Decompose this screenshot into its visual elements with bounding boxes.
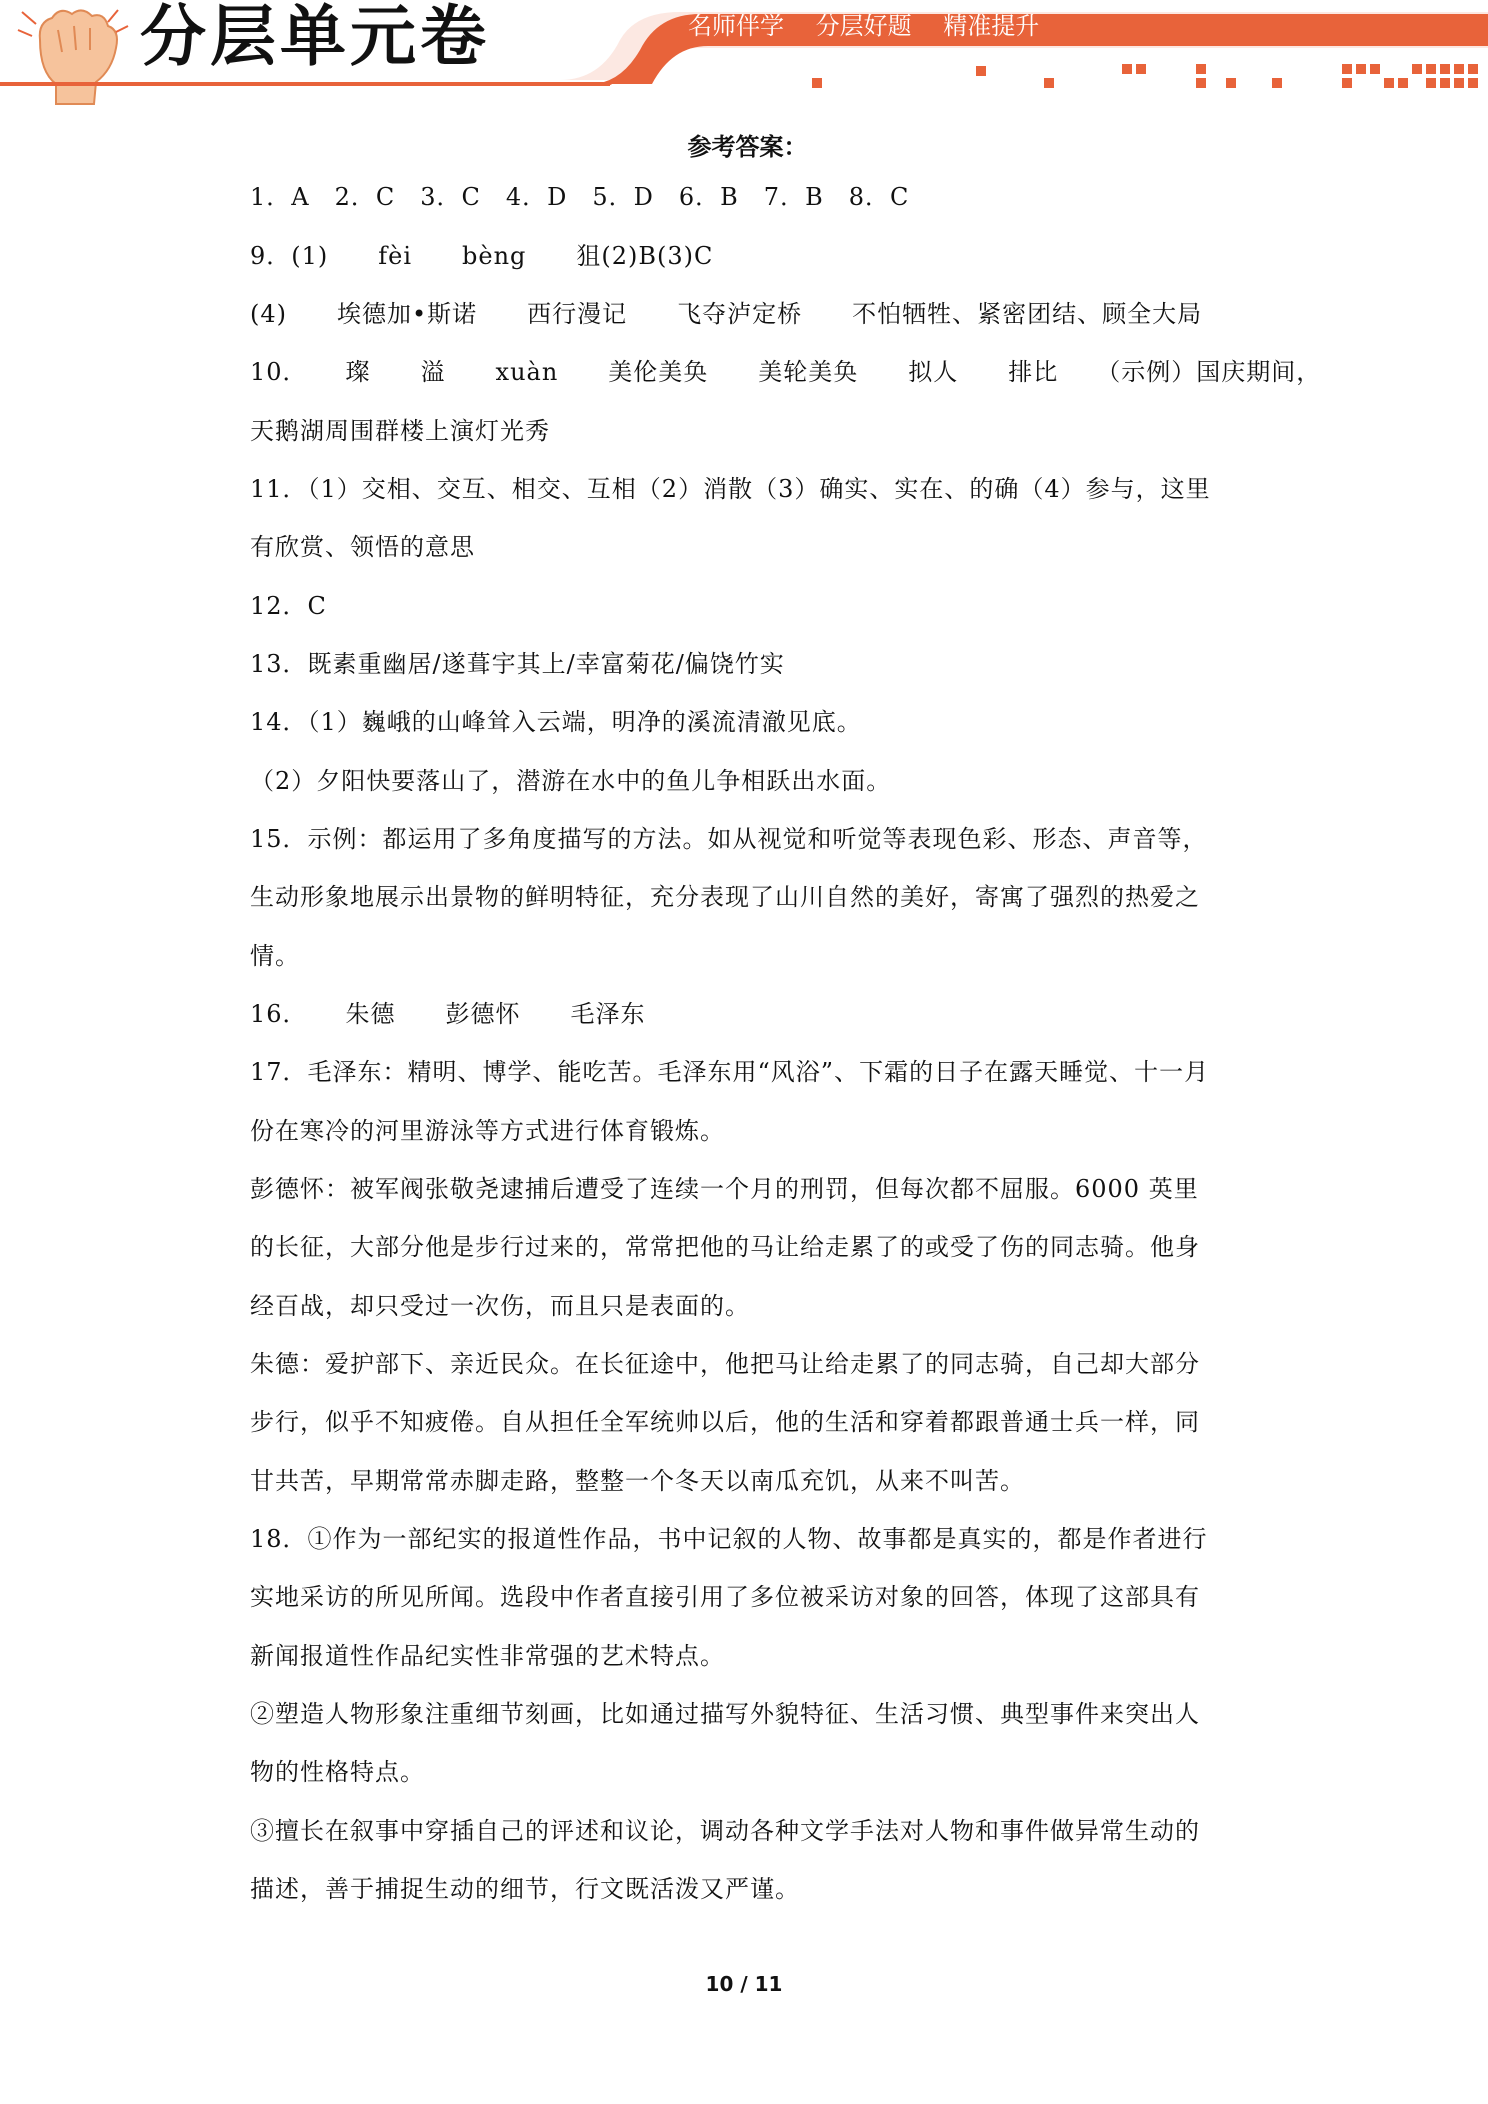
answer-line: 天鹅湖周围群楼上演灯光秀 (250, 417, 550, 445)
slogan-3: 精准提升 (943, 12, 1040, 40)
decorative-blocks (812, 64, 1478, 88)
answer-line: ③擅长在叙事中穿插自己的评述和议论，调动各种文学手法对人物和事件做异常生动的 (250, 1817, 1200, 1845)
answer-line: 彭德怀：被军阀张敬尧逮捕后遭受了连续一个月的刑罚，但每次都不屈服。6000 英里 (250, 1175, 1199, 1203)
answer-line: 的长征，大部分他是步行过来的，常常把他的马让给走累了的或受了伤的同志骑。他身 (250, 1233, 1200, 1261)
answer-line: 描述，善于捕捉生动的细节，行文既活泼又严谨。 (250, 1875, 800, 1903)
answer-line: 10． 璨 溢 xuàn 美伦美奂 美轮美奂 拟人 排比 （示例）国庆期间， (250, 358, 1322, 386)
answer-line: 12．C (250, 592, 327, 620)
answer-line: 生动形象地展示出景物的鲜明特征，充分表现了山川自然的美好，寄寓了强烈的热爱之 (250, 883, 1200, 911)
answer-line: 新闻报道性作品纪实性非常强的艺术特点。 (250, 1642, 725, 1670)
answer-line: 9．(1) fèi bèng 狙(2)B(3)C (250, 242, 714, 270)
page-header (0, 0, 1488, 110)
answer-line: 16． 朱德 彭德怀 毛泽东 (250, 1000, 646, 1028)
answer-line: 有欣赏、领悟的意思 (250, 533, 475, 561)
answer-line: 14．（1）巍峨的山峰耸入云端，明净的溪流清澈见底。 (250, 708, 862, 736)
answer-line: 情。 (250, 942, 300, 970)
slogan-1: 名师伴学 (688, 12, 784, 40)
header-slogans (688, 14, 1063, 38)
answer-line: 11．（1）交相、交互、相交、互相（2）消散（3）确实、实在、的确（4）参与，这里 (250, 475, 1211, 503)
answer-line: 实地采访的所见所闻。选段中作者直接引用了多位被采访对象的回答，体现了这部具有 (250, 1583, 1200, 1611)
answer-line: （2）夕阳快要落山了，潜游在水中的鱼儿争相跃出水面。 (250, 767, 892, 795)
answer-line: 朱德：爱护部下、亲近民众。在长征途中，他把马让给走累了的同志骑，自己却大部分 (250, 1350, 1200, 1378)
answer-line: 1．A 2．C 3．C 4．D 5．D 6．B 7．B 8．C (250, 183, 910, 211)
fist-icon (18, 10, 128, 104)
page-number: 10 / 11 (705, 1972, 783, 1996)
answer-line: 18．①作为一部纪实的报道性作品，书中记叙的人物、故事都是真实的，都是作者进行 (250, 1525, 1208, 1553)
answer-line: 份在寒冷的河里游泳等方式进行体育锻炼。 (250, 1117, 725, 1145)
answer-line: 步行，似乎不知疲倦。自从担任全军统帅以后，他的生活和穿着都跟普通士兵一样，同 (250, 1408, 1200, 1436)
answer-line: 15．示例：都运用了多角度描写的方法。如从视觉和听觉等表现色彩、形态、声音等， (250, 825, 1208, 853)
answer-line: ②塑造人物形象注重细节刻画，比如通过描写外貌特征、生活习惯、典型事件来突出人 (250, 1700, 1200, 1728)
answer-line: 甘共苦，早期常常赤脚走路，整整一个冬天以南瓜充饥，从来不叫苦。 (250, 1467, 1025, 1495)
answer-line: 17．毛泽东：精明、博学、能吃苦。毛泽东用“风浴”、下霜的日子在露天睡觉、十一月 (250, 1058, 1210, 1086)
answer-line: 13．既素重幽居/遂葺宇其上/幸富菊花/偏饶竹实 (250, 650, 785, 678)
answer-line: (4) 埃德加•斯诺 西行漫记 飞夺泸定桥 不怕牺牲、紧密团结、顾全大局 (250, 300, 1203, 328)
answer-line: 经百战，却只受过一次伤，而且只是表面的。 (250, 1292, 750, 1320)
answer-title: 参考答案： (687, 132, 808, 161)
brand-title: 分层单元卷 (140, 0, 490, 75)
slogan-2: 分层好题 (815, 12, 912, 40)
answer-line: 物的性格特点。 (250, 1758, 425, 1786)
